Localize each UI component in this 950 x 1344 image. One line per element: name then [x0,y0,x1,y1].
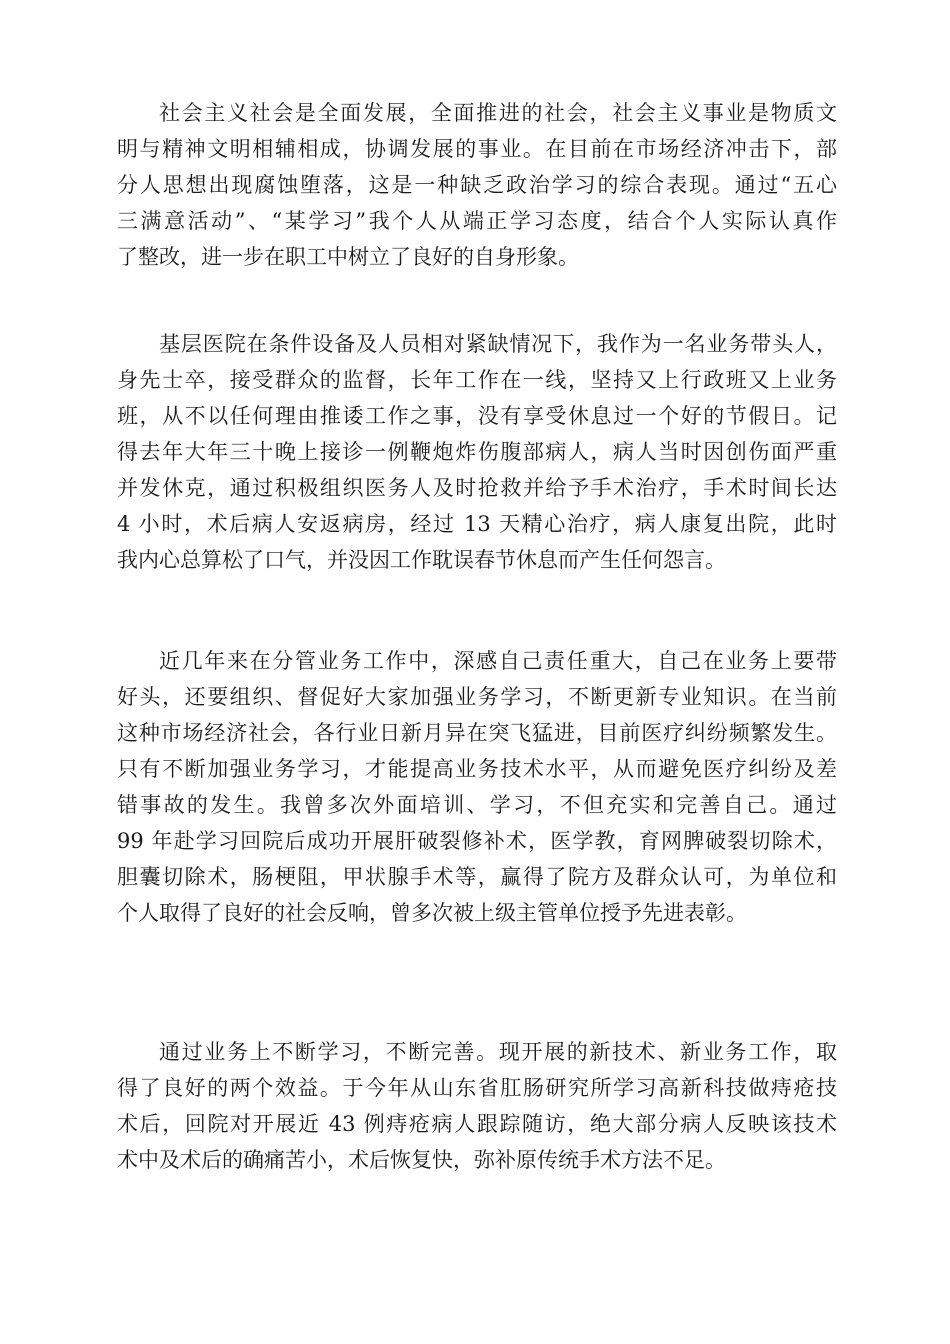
text-line: 并发休克，通过积极组织医务人及时抢救并给予手术治疗，手术时间长达 [117,476,837,500]
text-line: 通过业务上不断学习，不断完善。现开展的新技术、新业务工作，取 [159,1040,837,1064]
text-line: 只有不断加强业务学习，才能提高业务技术水平，从而避免医疗纠纷及差 [117,757,837,781]
text-line: 基层医院在条件设备及人员相对紧缺情况下，我作为一名业务带头人， [159,332,837,356]
text-line: 了整改，进一步在职工中树立了良好的自身形象。 [117,245,579,269]
text-line: 99 年赴学习回院后成功开展肝破裂修补术，医学教，育网脾破裂切除术， [117,829,837,853]
text-line: 术中及术后的确痛苦小，术后恢复快，弥补原传统手术方法不足。 [117,1148,726,1172]
text-line: 三满意活动”、“某学习”我个人从端正学习态度，结合个人实际认真作 [117,209,837,233]
paragraph-3 [117,643,837,931]
text-line: 我内心总算松了口气，并没因工作耽误春节休息而产生任何怨言。 [117,548,726,572]
paragraph-1 [117,95,837,275]
text-line: 个人取得了良好的社会反响，曾多次被上级主管单位授予先进表彰。 [117,901,747,925]
text-line: 得去年大年三十晚上接诊一例鞭炮炸伤腹部病人，病人当时因创伤面严重 [117,440,837,464]
text-line: 这种市场经济社会，各行业日新月异在突飞猛进，目前医疗纠纷频繁发生。 [117,721,837,745]
text-line: 得了良好的两个效益。于今年从山东省肛肠研究所学习高新科技做痔疮技 [117,1076,837,1100]
text-line: 术后，回院对开展近 43 例痔疮病人跟踪随访，绝大部分病人反映该技术 [117,1112,837,1136]
text-line: 近几年来在分管业务工作中，深感自己责任重大，自己在业务上要带 [159,649,837,673]
text-line: 身先士卒，接受群众的监督，长年工作在一线，坚持又上行政班又上业务 [117,368,837,392]
text-line: 胆囊切除术，肠梗阻，甲状腺手术等，赢得了院方及群众认可，为单位和 [117,865,837,889]
text-line: 社会主义社会是全面发展，全面推进的社会，社会主义事业是物质文 [159,101,837,125]
paragraph-4 [117,1034,837,1178]
text-line: 好头，还要组织、督促好大家加强业务学习，不断更新专业知识。在当前 [117,685,837,709]
text-line: 班，从不以任何理由推诿工作之事，没有享受休息过一个好的节假日。记 [117,404,837,428]
text-line: 分人思想出现腐蚀堕落，这是一种缺乏政治学习的综合表现。通过“五心 [117,173,837,197]
text-line: 明与精神文明相辅相成，协调发展的事业。在目前在市场经济冲击下，部 [117,137,837,161]
text-line: 4 小时，术后病人安返病房，经过 13 天精心治疗，病人康复出院，此时 [117,512,837,536]
paragraph-2 [117,326,837,578]
text-line: 错事故的发生。我曾多次外面培训、学习，不但充实和完善自己。通过 [117,793,837,817]
